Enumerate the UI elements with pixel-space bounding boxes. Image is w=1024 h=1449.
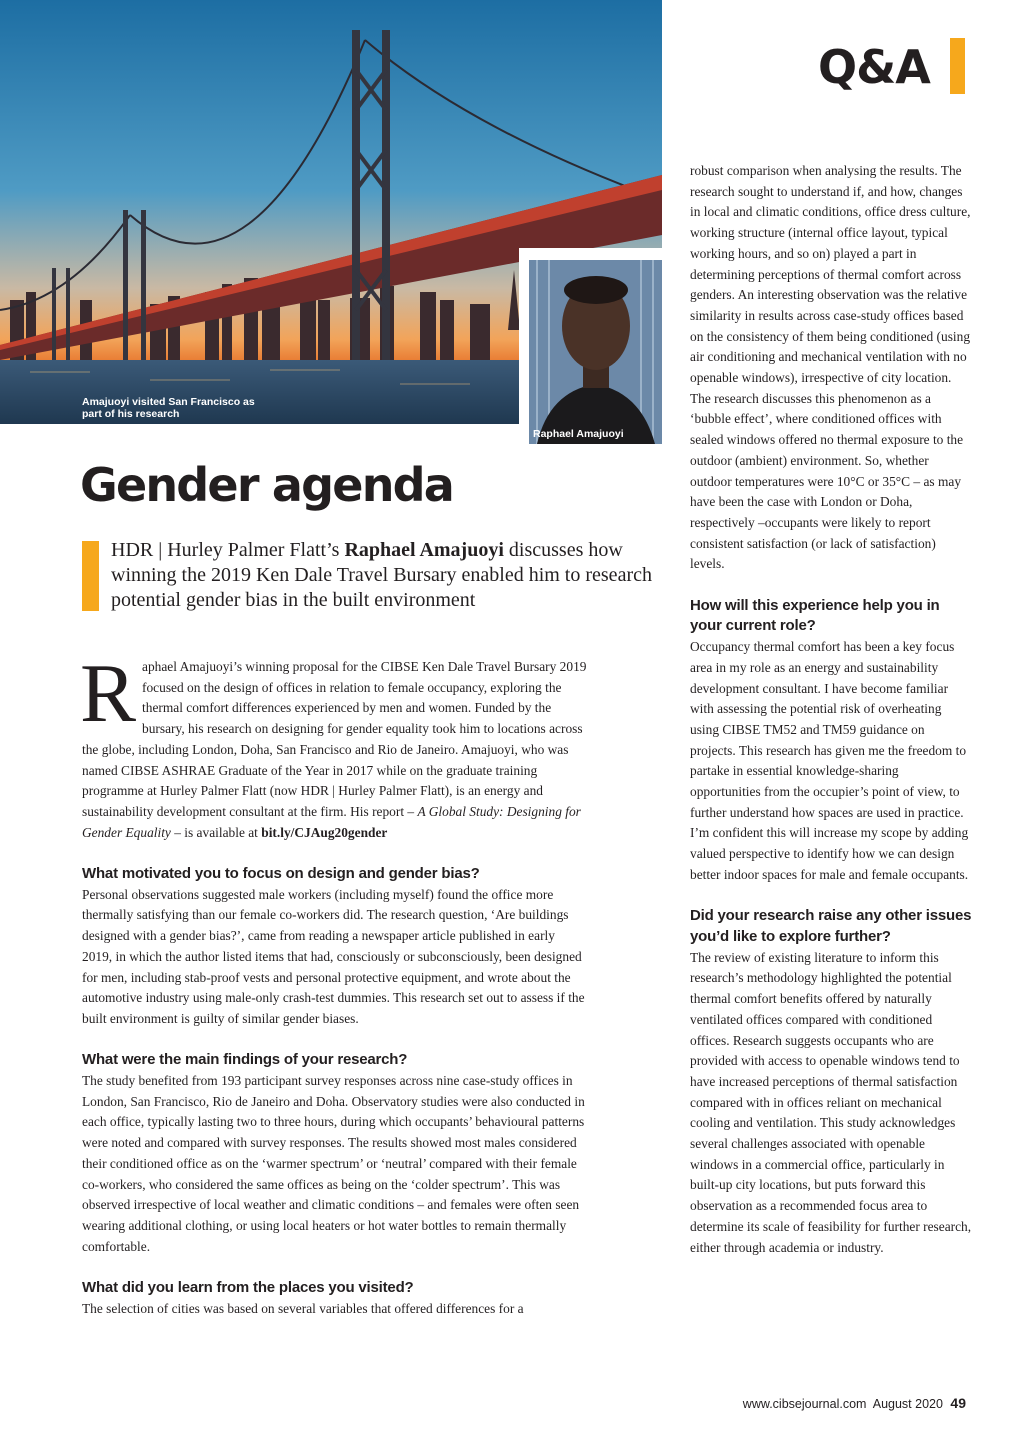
portrait-photo-icon — [529, 260, 662, 444]
page-footer — [743, 1395, 966, 1411]
report-title: A Global Study: Designing for Gender Equality — [82, 803, 581, 840]
intro-text-1: aphael Amajuoyi’s winning proposal for the CIBSE Ken Dale Travel Bursary 2019 focused on the design of offices in relation to female occupancy, exploring the thermal comfort differences experienced by men and women. Funded by the bursary, his research on designing for gender equality took him to locations across the globe, including London, Doha, San Francisco and Rio de Janeiro. Amajuoyi, who was named CIBSE ASHRAE Graduate of the Year in 2017 while on the graduate training programme at Hurley Palmer Flatt (now HDR | Hurley Palmer Flatt), is an energy and sustainability development consultant at the firm. His report – — [82, 659, 587, 819]
question-heading: Did your research raise any other issues you’d like to explore further? — [690, 907, 972, 945]
footer-issue: August 2020 — [872, 1397, 943, 1411]
page-title: Gender agenda — [80, 458, 454, 512]
article-column-left — [80, 647, 587, 1319]
page-number: 49 — [950, 1395, 966, 1411]
drop-cap: R — [80, 647, 137, 740]
question-heading: What motivated you to focus on design and gender bias? — [82, 865, 480, 883]
answer-paragraph: Personal observations suggested male workers (including myself) found the office more thermally satisfying than our female co-workers did. The research question, ‘Are buildings designed with a gender bias?’, came from reading a newspaper article published in early 2019, in which the author listed items that had, consciously or subconsciously, been designed for men, including stab-proof vests and personal protective equipment, and wrote about the automotive industry using male-only crash-test dummies. This research set out to assess if the built environment is guilty of similar gender biases. — [82, 886, 585, 1026]
intro-text-2: – is available at — [170, 824, 262, 840]
section-accent-bar — [950, 38, 965, 94]
standfirst-lead: HDR | Hurley Palmer Flatt’s — [111, 539, 345, 561]
answer-paragraph-continued: robust comparison when analysing the results. The research sought to understand if, and how, changes in local and climatic conditions, office dress culture, working structure (internal office layout, typical working hours, and so on) played a part in determining perceptions of thermal comfort across genders. An interesting observation was the relative similarity in results across case-study offices based on the consistency of them being conditioned (using air conditioning and mechanical ventilation with no openable windows), irrespective of city location. The research discusses this phenomenon as a ‘bubble effect’, where conditioned offices with sealed windows offered no thermal exposure to the outdoor (ambient) environment. So, whether outdoor temperatures were 10°C or 35°C – as may have been the case with London or Doha, respectively –occupants were likely to report consistent satisfaction (or lack of satisfaction) levels. — [690, 163, 971, 572]
answer-paragraph: The review of existing literature to inform this research’s methodology highlighted the potential thermal comfort benefits offered by naturally ventilated offices compared with conditioned offices. Research suggests occupants who are provided with access to openable windows tend to have increased perceptions of thermal satisfaction compared with in offices reliant on mechanical cooling and ventilation. This study acknowledges several challenges associated with openable windows in a commercial office, particularly in built-up city locations, but puts forward this observation as a recommended focus area to determine its scale of feasibility for further research, either through academia or industry. — [690, 949, 972, 1255]
question-heading: What did you learn from the places you visited? — [82, 1279, 414, 1297]
standfirst-name: Raphael Amajuoyi — [344, 539, 504, 561]
standfirst — [111, 538, 671, 613]
standfirst-accent-bar — [82, 541, 99, 611]
portrait-frame — [519, 248, 662, 444]
hero-caption: Amajuoyi visited San Francisco as part of his research — [82, 396, 255, 420]
portrait-photo — [529, 260, 662, 444]
answer-paragraph: Occupancy thermal comfort has been a key focus area in my role as an energy and sustainability development consultant. I have become familiar with assessing the potential risk of overheating using CIBSE TM52 and TM59 guidance on projects. This research has given me the freedom to partake in essential knowledge-sharing opportunities from the occupier’s point of view, to further understand how spaces are used in practice. I’m confident this will increase my scope by adding valued perspective to identify how we can design better indoor spaces for male and female occupants. — [690, 639, 969, 882]
footer-url[interactable]: www.cibsejournal.com — [742, 1397, 867, 1411]
question-heading: How will this experience help you in your current role? — [690, 596, 940, 635]
question-heading: What were the main findings of your research? — [82, 1051, 408, 1069]
section-tag: Q&A — [818, 40, 930, 94]
answer-paragraph: The study benefited from 193 participant survey responses across nine case-study offices in London, San Francisco, Rio de Janeiro and Doha. Observatory studies were also conducted in each office, typically lasting two to three hours, during which occupants’ behavioural patterns were noted and compared with survey responses. The results showed most males considered their conditioned office as on the ‘warmer spectrum’ or ‘neutral’ compared with their female co-workers, who considered the same offices as being on the ‘colder spectrum’. This was observed irrespective of local weather and climatic conditions – and females were often seen wearing additional clothing, or using local heaters or hot water bottles to remain thermally comfortable. — [82, 1073, 585, 1254]
portrait-caption: Raphael Amajuoyi — [533, 428, 624, 440]
article-column-right — [690, 161, 972, 1258]
report-link[interactable]: bit.ly/CJAug20gender — [261, 824, 388, 840]
answer-paragraph: The selection of cities was based on several variables that offered differences for a — [82, 1300, 524, 1316]
standfirst-rest: discusses how winning the 2019 Ken Dale Travel Bursary enabled him to research potential gender bias in the built environment — [111, 539, 652, 611]
intro-paragraph — [80, 647, 587, 843]
